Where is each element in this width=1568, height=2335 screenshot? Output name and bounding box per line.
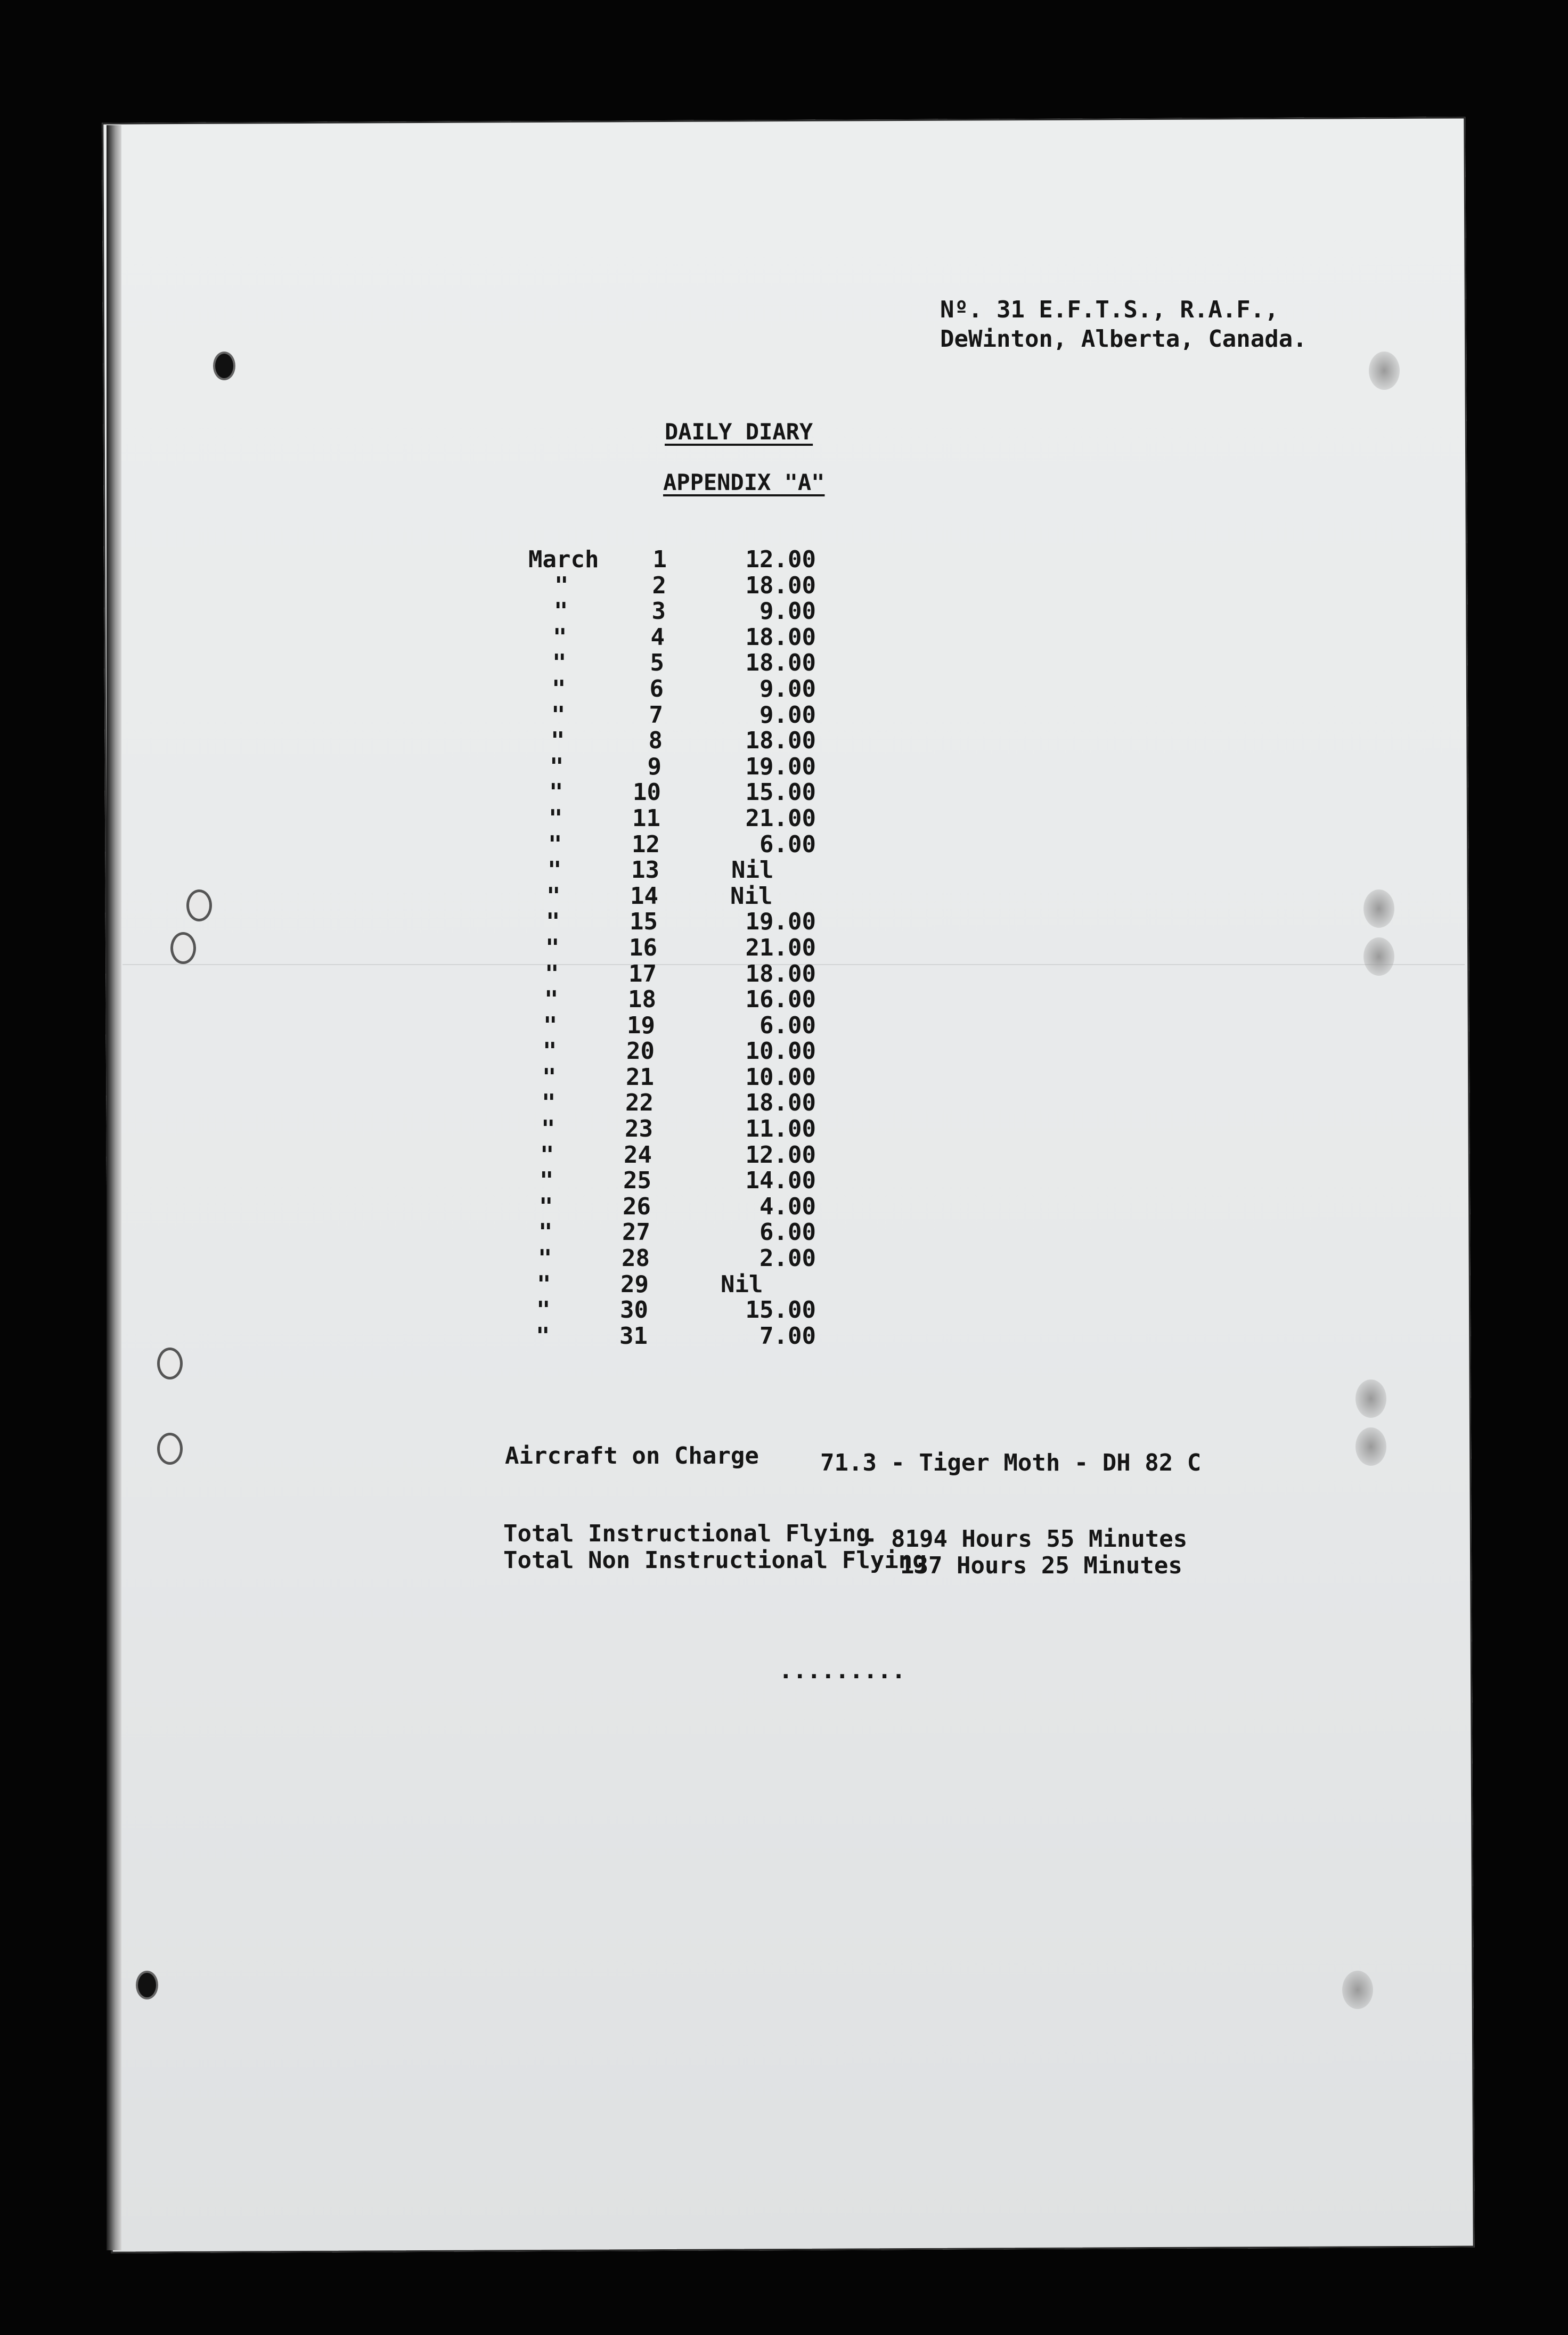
- hours-cell: 7.00: [760, 1322, 816, 1350]
- punch-hole: [186, 889, 212, 921]
- day-cell: 1: [652, 546, 667, 573]
- day-cell: 22: [625, 1089, 654, 1117]
- hours-cell: Nil: [731, 856, 774, 884]
- daily-flying-table: [528, 546, 827, 1348]
- day-cell: 16: [629, 934, 657, 961]
- ditto-mark: ": [536, 1296, 551, 1324]
- ditto-mark: ": [551, 701, 566, 729]
- table-row: [523, 753, 827, 779]
- ditto-mark: ": [551, 727, 565, 755]
- hours-cell: 19.00: [745, 908, 816, 936]
- ditto-mark: ": [540, 1167, 554, 1195]
- smudge: [1369, 352, 1400, 390]
- day-cell: 25: [623, 1167, 651, 1195]
- day-cell: 10: [633, 779, 661, 806]
- day-cell: 5: [650, 649, 664, 677]
- table-row: [526, 624, 827, 650]
- smudge: [1355, 1379, 1386, 1418]
- hours-cell: 4.00: [760, 1193, 816, 1220]
- table-row: [521, 831, 827, 857]
- table-row: [517, 1012, 827, 1038]
- table-row: [528, 572, 827, 598]
- ditto-mark: ": [549, 779, 564, 806]
- aircraft-label: Aircraft on Charge: [505, 1442, 759, 1469]
- hours-cell: 18.00: [745, 571, 816, 599]
- table-row: [513, 1141, 827, 1168]
- hours-cell: 18.00: [745, 649, 816, 677]
- aircraft-value: 71.3 - Tiger Moth - DH 82 C: [820, 1449, 1202, 1476]
- ditto-mark: ": [538, 1245, 552, 1272]
- month-cell: March: [528, 546, 599, 573]
- instructional-label: Total Instructional Flying: [503, 1520, 870, 1547]
- punch-hole: [157, 1348, 183, 1379]
- smudge: [1342, 1971, 1373, 2009]
- table-row: [522, 805, 827, 831]
- table-row: [509, 1322, 827, 1349]
- day-cell: 12: [632, 830, 660, 858]
- ditto-mark: ": [542, 1063, 557, 1091]
- table-row: [525, 701, 827, 728]
- hours-cell: 14.00: [745, 1167, 816, 1195]
- hours-cell: 15.00: [745, 779, 816, 806]
- day-cell: 27: [622, 1219, 650, 1246]
- hours-cell: 6.00: [760, 830, 816, 858]
- punch-hole: [170, 932, 196, 964]
- day-cell: 3: [651, 598, 666, 625]
- smudge: [1355, 1427, 1386, 1466]
- instructional-value: - 8194 Hours 55 Minutes: [863, 1525, 1188, 1553]
- table-row: [524, 727, 827, 753]
- hours-cell: 11.00: [745, 1115, 816, 1143]
- day-cell: 2: [652, 571, 666, 599]
- table-row: [515, 1089, 827, 1115]
- ditto-mark: ": [552, 675, 566, 703]
- ditto-mark: ": [542, 1089, 556, 1117]
- ditto-mark: ": [543, 1011, 558, 1039]
- punch-hole: [136, 1971, 158, 1999]
- non-instructional-label: Total Non Instructional Flying: [503, 1547, 927, 1574]
- day-cell: 15: [630, 908, 658, 936]
- punch-hole: [213, 352, 235, 380]
- page-title: DAILY DIARY: [665, 419, 813, 445]
- table-row: [511, 1245, 827, 1271]
- table-row: [522, 779, 827, 805]
- day-cell: 21: [626, 1063, 654, 1091]
- day-cell: 19: [627, 1011, 655, 1039]
- hours-cell: 9.00: [760, 598, 816, 625]
- hours-cell: 12.00: [745, 546, 816, 573]
- ditto-mark: ": [552, 649, 567, 677]
- table-row: [519, 934, 827, 960]
- ditto-mark: ": [541, 1115, 556, 1143]
- hours-cell: 18.00: [745, 960, 816, 987]
- table-row: [521, 856, 827, 883]
- ditto-mark: ": [539, 1193, 553, 1220]
- table-row: [518, 960, 827, 986]
- non-instructional-value: 137 Hours 25 Minutes: [900, 1552, 1182, 1579]
- hours-cell: 15.00: [745, 1296, 816, 1324]
- table-row: [528, 546, 827, 572]
- ditto-mark: ": [545, 934, 560, 961]
- hours-cell: 6.00: [760, 1219, 816, 1246]
- table-row: [512, 1193, 827, 1219]
- closing-marks: .........: [779, 1657, 906, 1684]
- unit-heading: Nº. 31 E.F.T.S., R.A.F.,: [940, 296, 1279, 323]
- day-cell: 18: [628, 986, 656, 1014]
- day-cell: 8: [648, 727, 663, 755]
- smudge: [1363, 937, 1394, 976]
- location-heading: DeWinton, Alberta, Canada.: [940, 325, 1307, 353]
- hours-cell: 9.00: [760, 675, 816, 703]
- ditto-mark: ": [554, 598, 568, 625]
- day-cell: 9: [647, 753, 662, 780]
- table-row: [513, 1167, 827, 1193]
- ditto-mark: ": [544, 986, 559, 1014]
- table-row: [510, 1296, 827, 1322]
- hours-cell: 18.00: [745, 727, 816, 755]
- ditto-mark: ": [550, 753, 564, 780]
- day-cell: 7: [649, 701, 663, 729]
- day-cell: 28: [622, 1245, 650, 1272]
- hours-cell: 21.00: [745, 804, 816, 832]
- ditto-mark: ": [546, 908, 560, 936]
- table-row: [516, 1038, 827, 1064]
- day-cell: 29: [620, 1270, 649, 1298]
- hours-cell: 2.00: [760, 1245, 816, 1272]
- hours-cell: Nil: [721, 1270, 763, 1298]
- ditto-mark: ": [548, 830, 562, 858]
- punch-hole: [157, 1433, 183, 1465]
- ditto-mark: ": [548, 856, 562, 884]
- table-row: [514, 1115, 827, 1141]
- ditto-mark: ": [536, 1322, 550, 1350]
- hours-cell: 18.00: [745, 1089, 816, 1117]
- hours-cell: 10.00: [745, 1038, 816, 1065]
- hours-cell: Nil: [730, 882, 773, 910]
- ditto-mark: ": [543, 1038, 557, 1065]
- table-row: [520, 883, 827, 909]
- day-cell: 20: [626, 1038, 655, 1065]
- day-cell: 6: [649, 675, 664, 703]
- table-row: [525, 675, 827, 701]
- hours-cell: 12.00: [745, 1141, 816, 1169]
- day-cell: 24: [624, 1141, 652, 1169]
- table-row: [519, 908, 827, 934]
- ditto-mark: ": [546, 882, 561, 910]
- day-cell: 11: [632, 804, 660, 832]
- hours-cell: 21.00: [745, 934, 816, 961]
- hours-cell: 9.00: [760, 701, 816, 729]
- table-row: [526, 649, 827, 675]
- day-cell: 17: [628, 960, 657, 987]
- table-row: [512, 1219, 827, 1245]
- ditto-mark: ": [540, 1141, 554, 1169]
- hours-cell: 18.00: [745, 623, 816, 651]
- day-cell: 23: [625, 1115, 653, 1143]
- ditto-mark: ": [549, 804, 563, 832]
- day-cell: 30: [620, 1296, 648, 1324]
- appendix-title: APPENDIX "A": [663, 469, 825, 495]
- ditto-mark: ": [537, 1270, 551, 1298]
- day-cell: 13: [631, 856, 659, 884]
- table-row: [518, 986, 827, 1012]
- day-cell: 14: [630, 882, 658, 910]
- hours-cell: 6.00: [760, 1011, 816, 1039]
- smudge: [1363, 889, 1394, 928]
- ditto-mark: ": [545, 960, 559, 987]
- ditto-mark: ": [553, 623, 567, 651]
- table-row: [516, 1064, 827, 1090]
- hours-cell: 16.00: [745, 986, 816, 1014]
- page-edge: [107, 125, 121, 2250]
- table-row: [510, 1271, 827, 1297]
- table-row: [527, 598, 827, 624]
- ditto-mark: ": [538, 1219, 553, 1246]
- hours-cell: 19.00: [745, 753, 816, 780]
- day-cell: 4: [650, 623, 665, 651]
- day-cell: 31: [619, 1322, 648, 1350]
- hours-cell: 10.00: [745, 1063, 816, 1091]
- ditto-mark: ": [554, 571, 569, 599]
- day-cell: 26: [623, 1193, 651, 1220]
